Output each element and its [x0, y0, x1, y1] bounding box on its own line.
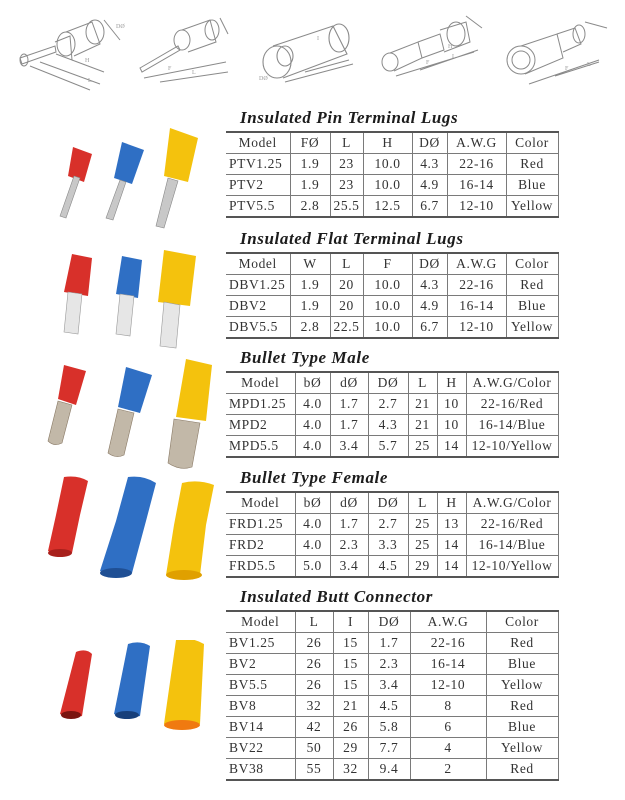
awg-color-cell: 12-10/Yellow: [466, 556, 558, 578]
table-cell: 2.7: [368, 514, 408, 535]
table-row: [226, 535, 558, 556]
color-cell: Yellow: [506, 196, 558, 218]
flat-terminal-spec-table: [226, 252, 559, 339]
table-cell: 15: [333, 675, 368, 696]
awg-color-cell: 16-14/Blue: [466, 415, 558, 436]
color-cell: Blue: [486, 654, 558, 675]
model-cell: BV1.25: [226, 633, 295, 654]
bullet-female-drawing: [495, 0, 625, 100]
table-cell: 25: [408, 436, 437, 458]
model-cell: FRD1.25: [226, 514, 295, 535]
dimension-label-i: I: [317, 36, 319, 42]
table-cell: 14: [437, 436, 466, 458]
table-cell: 6.7: [412, 317, 447, 339]
table-row: [226, 738, 558, 759]
bullet-male-spec-table: [226, 371, 559, 458]
butt-connector-spec-table: [226, 610, 559, 781]
model-cell: BV38: [226, 759, 295, 781]
column-header: Model: [226, 253, 290, 275]
table-cell: 7.7: [368, 738, 410, 759]
table-cell: 1.9: [290, 296, 330, 317]
column-header: L: [330, 253, 363, 275]
blue-flat-terminal: [116, 256, 142, 336]
model-cell: DBV1.25: [226, 275, 290, 296]
pin-terminal-drawing: [0, 0, 130, 100]
table-cell: 20: [330, 296, 363, 317]
column-header: W: [290, 253, 330, 275]
table-cell: 5.7: [368, 436, 408, 458]
column-header: L: [295, 611, 333, 633]
table-header-row: [226, 611, 558, 633]
model-cell: DBV2: [226, 296, 290, 317]
table-cell: 3.4: [368, 675, 410, 696]
blue-pin-terminal: [106, 142, 144, 220]
yellow-butt-connector: [164, 640, 204, 730]
section-title-bullet-female: Bullet Type Female: [240, 468, 389, 487]
blue-bullet-male: [108, 367, 152, 457]
table-cell: 29: [408, 556, 437, 578]
table-cell: 3.4: [330, 436, 368, 458]
table-cell: 23: [330, 175, 363, 196]
table-cell: 3.4: [330, 556, 368, 578]
column-header: Model: [226, 492, 295, 514]
table-cell: 16-14: [447, 296, 506, 317]
table-row: [226, 196, 558, 218]
table-cell: 10: [437, 415, 466, 436]
awg-color-cell: 12-10/Yellow: [466, 436, 558, 458]
table-row: [226, 415, 558, 436]
table-cell: 15: [333, 654, 368, 675]
table-cell: 14: [437, 535, 466, 556]
table-cell: 4.3: [412, 275, 447, 296]
column-header: L: [408, 372, 437, 394]
table-cell: 32: [333, 759, 368, 781]
column-header: DØ: [368, 611, 410, 633]
model-cell: BV2: [226, 654, 295, 675]
yellow-bullet-female: [166, 481, 214, 580]
red-bullet-male: [48, 365, 86, 445]
table-cell: 1.7: [330, 394, 368, 415]
section-title-pin-terminal: Insulated Pin Terminal Lugs: [240, 108, 459, 127]
table-cell: 2.7: [368, 394, 408, 415]
bullet-male-photo: [20, 355, 230, 470]
table-cell: 10.0: [363, 317, 412, 339]
color-cell: Yellow: [486, 675, 558, 696]
table-cell: 4.0: [295, 436, 330, 458]
blue-butt-connector: [114, 642, 150, 719]
column-header: Model: [226, 372, 295, 394]
table-row: [226, 717, 558, 738]
table-cell: 23: [330, 154, 363, 175]
model-cell: FRD5.5: [226, 556, 295, 578]
column-header: Color: [486, 611, 558, 633]
table-cell: 14: [437, 556, 466, 578]
color-cell: Blue: [506, 175, 558, 196]
table-row: [226, 175, 558, 196]
column-header: DØ: [412, 253, 447, 275]
table-cell: 4.5: [368, 696, 410, 717]
bullet-male-drawing: [370, 0, 490, 100]
dimension-label-d: DØ: [259, 76, 268, 82]
table-header-row: [226, 372, 558, 394]
table-cell: 12.5: [363, 196, 412, 218]
dimension-label-h: H: [85, 58, 90, 64]
table-cell: 26: [295, 654, 333, 675]
column-header: FØ: [290, 132, 330, 154]
table-header-row: [226, 492, 558, 514]
column-header: Model: [226, 132, 290, 154]
dimension-label-l: L: [88, 78, 92, 84]
model-cell: BV22: [226, 738, 295, 759]
column-header: Color: [506, 253, 558, 275]
table-cell: 4.0: [295, 394, 330, 415]
section-title-butt-connector: Insulated Butt Connector: [240, 587, 433, 606]
column-header: dØ: [330, 372, 368, 394]
table-cell: 50: [295, 738, 333, 759]
table-cell: 4.9: [412, 296, 447, 317]
column-header: H: [363, 132, 412, 154]
table-cell: 4.3: [368, 415, 408, 436]
table-cell: 2.3: [330, 535, 368, 556]
yellow-flat-terminal: [158, 250, 196, 348]
table-cell: 12-10: [447, 317, 506, 339]
column-header: bØ: [295, 372, 330, 394]
table-cell: 21: [333, 696, 368, 717]
yellow-bullet-male: [168, 359, 212, 468]
model-cell: BV14: [226, 717, 295, 738]
table-cell: 10.0: [363, 175, 412, 196]
table-cell: 22-16: [447, 275, 506, 296]
red-bullet-female: [48, 477, 88, 558]
color-cell: Red: [486, 633, 558, 654]
table-cell: 25: [408, 535, 437, 556]
table-row: [226, 633, 558, 654]
color-cell: Blue: [506, 296, 558, 317]
table-cell: 26: [295, 633, 333, 654]
technical-drawings-strip: [0, 0, 625, 100]
bullet-female-photo: [20, 475, 230, 590]
color-cell: Red: [486, 696, 558, 717]
model-cell: BV5.5: [226, 675, 295, 696]
model-cell: PTV1.25: [226, 154, 290, 175]
red-butt-connector: [60, 650, 92, 719]
table-cell: 10.0: [363, 154, 412, 175]
column-header: A.W.G: [447, 132, 506, 154]
model-cell: DBV5.5: [226, 317, 290, 339]
table-cell: 29: [333, 738, 368, 759]
model-cell: PTV2: [226, 175, 290, 196]
table-cell: 4.9: [412, 175, 447, 196]
table-row: [226, 436, 558, 458]
table-cell: 26: [295, 675, 333, 696]
column-header: Model: [226, 611, 295, 633]
column-header: A.W.G/Color: [466, 372, 558, 394]
red-flat-terminal: [64, 254, 92, 334]
column-header: L: [408, 492, 437, 514]
dimension-label-f: F: [565, 66, 569, 72]
column-header: F: [363, 253, 412, 275]
table-cell: 25.5: [330, 196, 363, 218]
table-row: [226, 514, 558, 535]
table-cell: 4.0: [295, 415, 330, 436]
table-cell: 15: [333, 633, 368, 654]
section-title-bullet-male: Bullet Type Male: [240, 348, 370, 367]
table-cell: 16-14: [410, 654, 486, 675]
column-header: H: [437, 492, 466, 514]
red-pin-terminal: [60, 147, 92, 218]
color-cell: Red: [506, 275, 558, 296]
table-cell: 4.0: [295, 514, 330, 535]
column-header: H: [437, 372, 466, 394]
table-cell: 55: [295, 759, 333, 781]
table-cell: 1.7: [330, 415, 368, 436]
column-header: Color: [506, 132, 558, 154]
table-cell: 13: [437, 514, 466, 535]
table-cell: 10.0: [363, 296, 412, 317]
table-cell: 1.7: [368, 633, 410, 654]
table-cell: 6: [410, 717, 486, 738]
table-row: [226, 317, 558, 339]
column-header: DØ: [368, 372, 408, 394]
section-title-flat-terminal: Insulated Flat Terminal Lugs: [240, 229, 464, 248]
awg-color-cell: 16-14/Blue: [466, 535, 558, 556]
table-cell: 21: [408, 415, 437, 436]
column-header: A.W.G: [410, 611, 486, 633]
yellow-pin-terminal: [156, 128, 198, 228]
table-cell: 4: [410, 738, 486, 759]
table-row: [226, 759, 558, 781]
column-header: bØ: [295, 492, 330, 514]
table-cell: 5.8: [368, 717, 410, 738]
table-cell: 4.0: [295, 535, 330, 556]
column-header: A.W.G/Color: [466, 492, 558, 514]
color-cell: Blue: [486, 717, 558, 738]
table-cell: 42: [295, 717, 333, 738]
column-header: I: [333, 611, 368, 633]
butt-connector-drawing: [245, 0, 370, 100]
table-cell: 25: [408, 514, 437, 535]
table-row: [226, 394, 558, 415]
pin-terminal-spec-table: [226, 131, 559, 218]
model-cell: PTV5.5: [226, 196, 290, 218]
table-row: [226, 696, 558, 717]
table-row: [226, 654, 558, 675]
flat-terminal-photo: [40, 250, 230, 350]
table-cell: 4.3: [412, 154, 447, 175]
column-header: A.W.G: [447, 253, 506, 275]
color-cell: Yellow: [506, 317, 558, 339]
table-cell: 16-14: [447, 175, 506, 196]
table-cell: 2.8: [290, 196, 330, 218]
table-row: [226, 675, 558, 696]
table-cell: 32: [295, 696, 333, 717]
table-cell: 10.0: [363, 275, 412, 296]
table-cell: 5.0: [295, 556, 330, 578]
table-cell: 20: [330, 275, 363, 296]
table-cell: 21: [408, 394, 437, 415]
table-row: [226, 154, 558, 175]
table-cell: 12-10: [410, 675, 486, 696]
table-cell: 26: [333, 717, 368, 738]
table-cell: 1.9: [290, 154, 330, 175]
dimension-label-l: L: [587, 62, 591, 68]
column-header: DØ: [368, 492, 408, 514]
pin-terminal-photo: [40, 120, 230, 230]
dimension-label-d: DØ: [116, 24, 125, 30]
table-cell: 1.9: [290, 175, 330, 196]
table-cell: 22.5: [330, 317, 363, 339]
dimension-label-l: L: [192, 70, 196, 76]
blue-bullet-female: [100, 477, 156, 578]
dimension-label-l: L: [452, 54, 456, 60]
table-row: [226, 556, 558, 578]
model-cell: MPD5.5: [226, 436, 295, 458]
table-row: [226, 275, 558, 296]
color-cell: Red: [506, 154, 558, 175]
table-cell: 8: [410, 696, 486, 717]
table-cell: 9.4: [368, 759, 410, 781]
table-cell: 12-10: [447, 196, 506, 218]
table-header-row: [226, 253, 558, 275]
model-cell: BV8: [226, 696, 295, 717]
table-cell: 1.9: [290, 275, 330, 296]
butt-connector-photo: [30, 640, 230, 740]
table-cell: 10: [437, 394, 466, 415]
bullet-female-spec-table: [226, 491, 559, 578]
table-cell: 2.3: [368, 654, 410, 675]
table-row: [226, 296, 558, 317]
table-cell: 4.5: [368, 556, 408, 578]
column-header: DØ: [412, 132, 447, 154]
color-cell: Yellow: [486, 738, 558, 759]
table-cell: 6.7: [412, 196, 447, 218]
model-cell: MPD2: [226, 415, 295, 436]
table-cell: 1.7: [330, 514, 368, 535]
dimension-label-h: H: [448, 44, 453, 50]
flat-terminal-drawing: [130, 0, 240, 100]
table-header-row: [226, 132, 558, 154]
awg-color-cell: 22-16/Red: [466, 514, 558, 535]
column-header: dØ: [330, 492, 368, 514]
dimension-label-f: F: [426, 60, 430, 66]
table-cell: 22-16: [410, 633, 486, 654]
model-cell: FRD2: [226, 535, 295, 556]
table-cell: 2: [410, 759, 486, 781]
dimension-label-f: F: [168, 66, 172, 72]
table-cell: 2.8: [290, 317, 330, 339]
table-cell: 22-16: [447, 154, 506, 175]
color-cell: Red: [486, 759, 558, 781]
awg-color-cell: 22-16/Red: [466, 394, 558, 415]
table-cell: 3.3: [368, 535, 408, 556]
model-cell: MPD1.25: [226, 394, 295, 415]
column-header: L: [330, 132, 363, 154]
